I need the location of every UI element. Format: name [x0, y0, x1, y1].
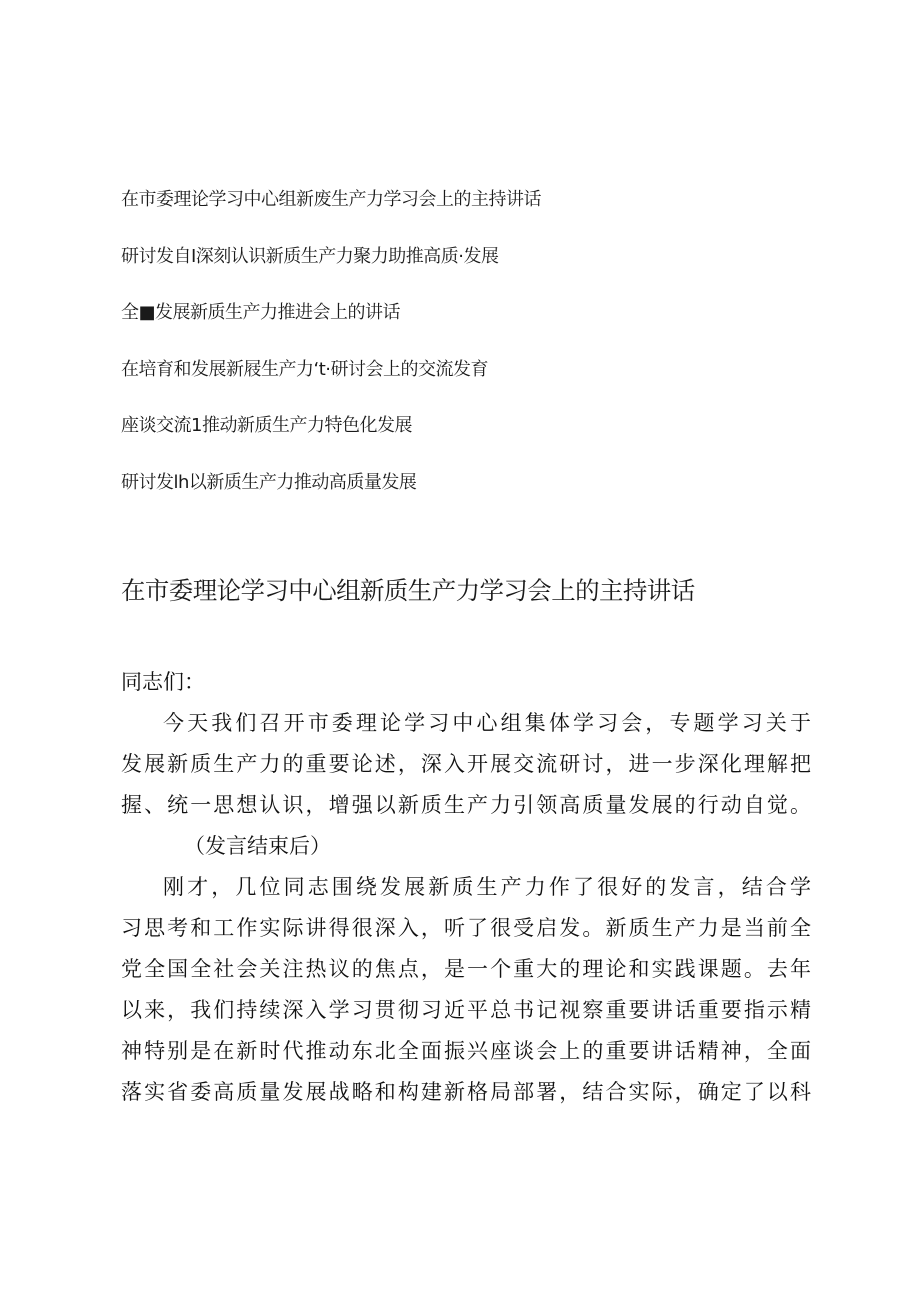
paragraph-line: 党全国全社会关注热议的焦点，是一个重大的理论和实践课题。去年: [121, 957, 811, 981]
paragraph-line: 刚才，几位同志围绕发展新质生产力作了很好的发言，结合学: [163, 875, 811, 899]
paragraph-line: 今天我们召开市委理论学习中心组集体学习会，专题学习关于: [163, 711, 811, 735]
paragraph-line: 神特别是在新时代推动东北全面振兴座谈会上的重要讲话精神，全面: [121, 1039, 811, 1063]
toc-item[interactable]: 座谈交流1推动新质生产力特色化发展: [121, 415, 412, 437]
paragraph-line: 以来，我们持续深入学习贯彻习近平总书记视察重要讲话重要指示精: [121, 998, 811, 1022]
toc-item[interactable]: 全■发展新质生产力推进会上的讲话: [121, 302, 401, 324]
paragraph-line: 发展新质生产力的重要论述，深入开展交流研讨，进一步深化理解把: [121, 752, 811, 776]
paragraph-line: 握、统一思想认识，增强以新质生产力引领高质量发展的行动自觉。: [121, 793, 811, 817]
toc-item[interactable]: 研讨发lh以新质生产力推动高质量发展: [121, 471, 417, 493]
table-of-contents: [121, 186, 821, 526]
paragraph-line: 落实省委高质量发展战略和构建新格局部署，结合实际，确定了以科: [121, 1080, 811, 1104]
document-title: 在市委理论学习中心组新质生产力学习会上的主持讲话: [121, 576, 695, 605]
salutation: 同志们：: [121, 670, 205, 694]
paragraph-line: 习思考和工作实际讲得很深入，听了很受启发。新质生产力是当前全: [121, 916, 811, 940]
toc-item[interactable]: 在培育和发展新屐生产力‘t·研讨会上的交流发育: [121, 358, 488, 380]
stage-note: （发言结束后）: [184, 834, 331, 858]
speech-body: [121, 662, 811, 1113]
toc-item[interactable]: 在市委理论学习中心组新废生产力学习会上的主持讲话: [121, 189, 541, 210]
toc-item[interactable]: 研讨发自I深刻认识新质生产力聚力助推高质·发展: [121, 245, 499, 267]
